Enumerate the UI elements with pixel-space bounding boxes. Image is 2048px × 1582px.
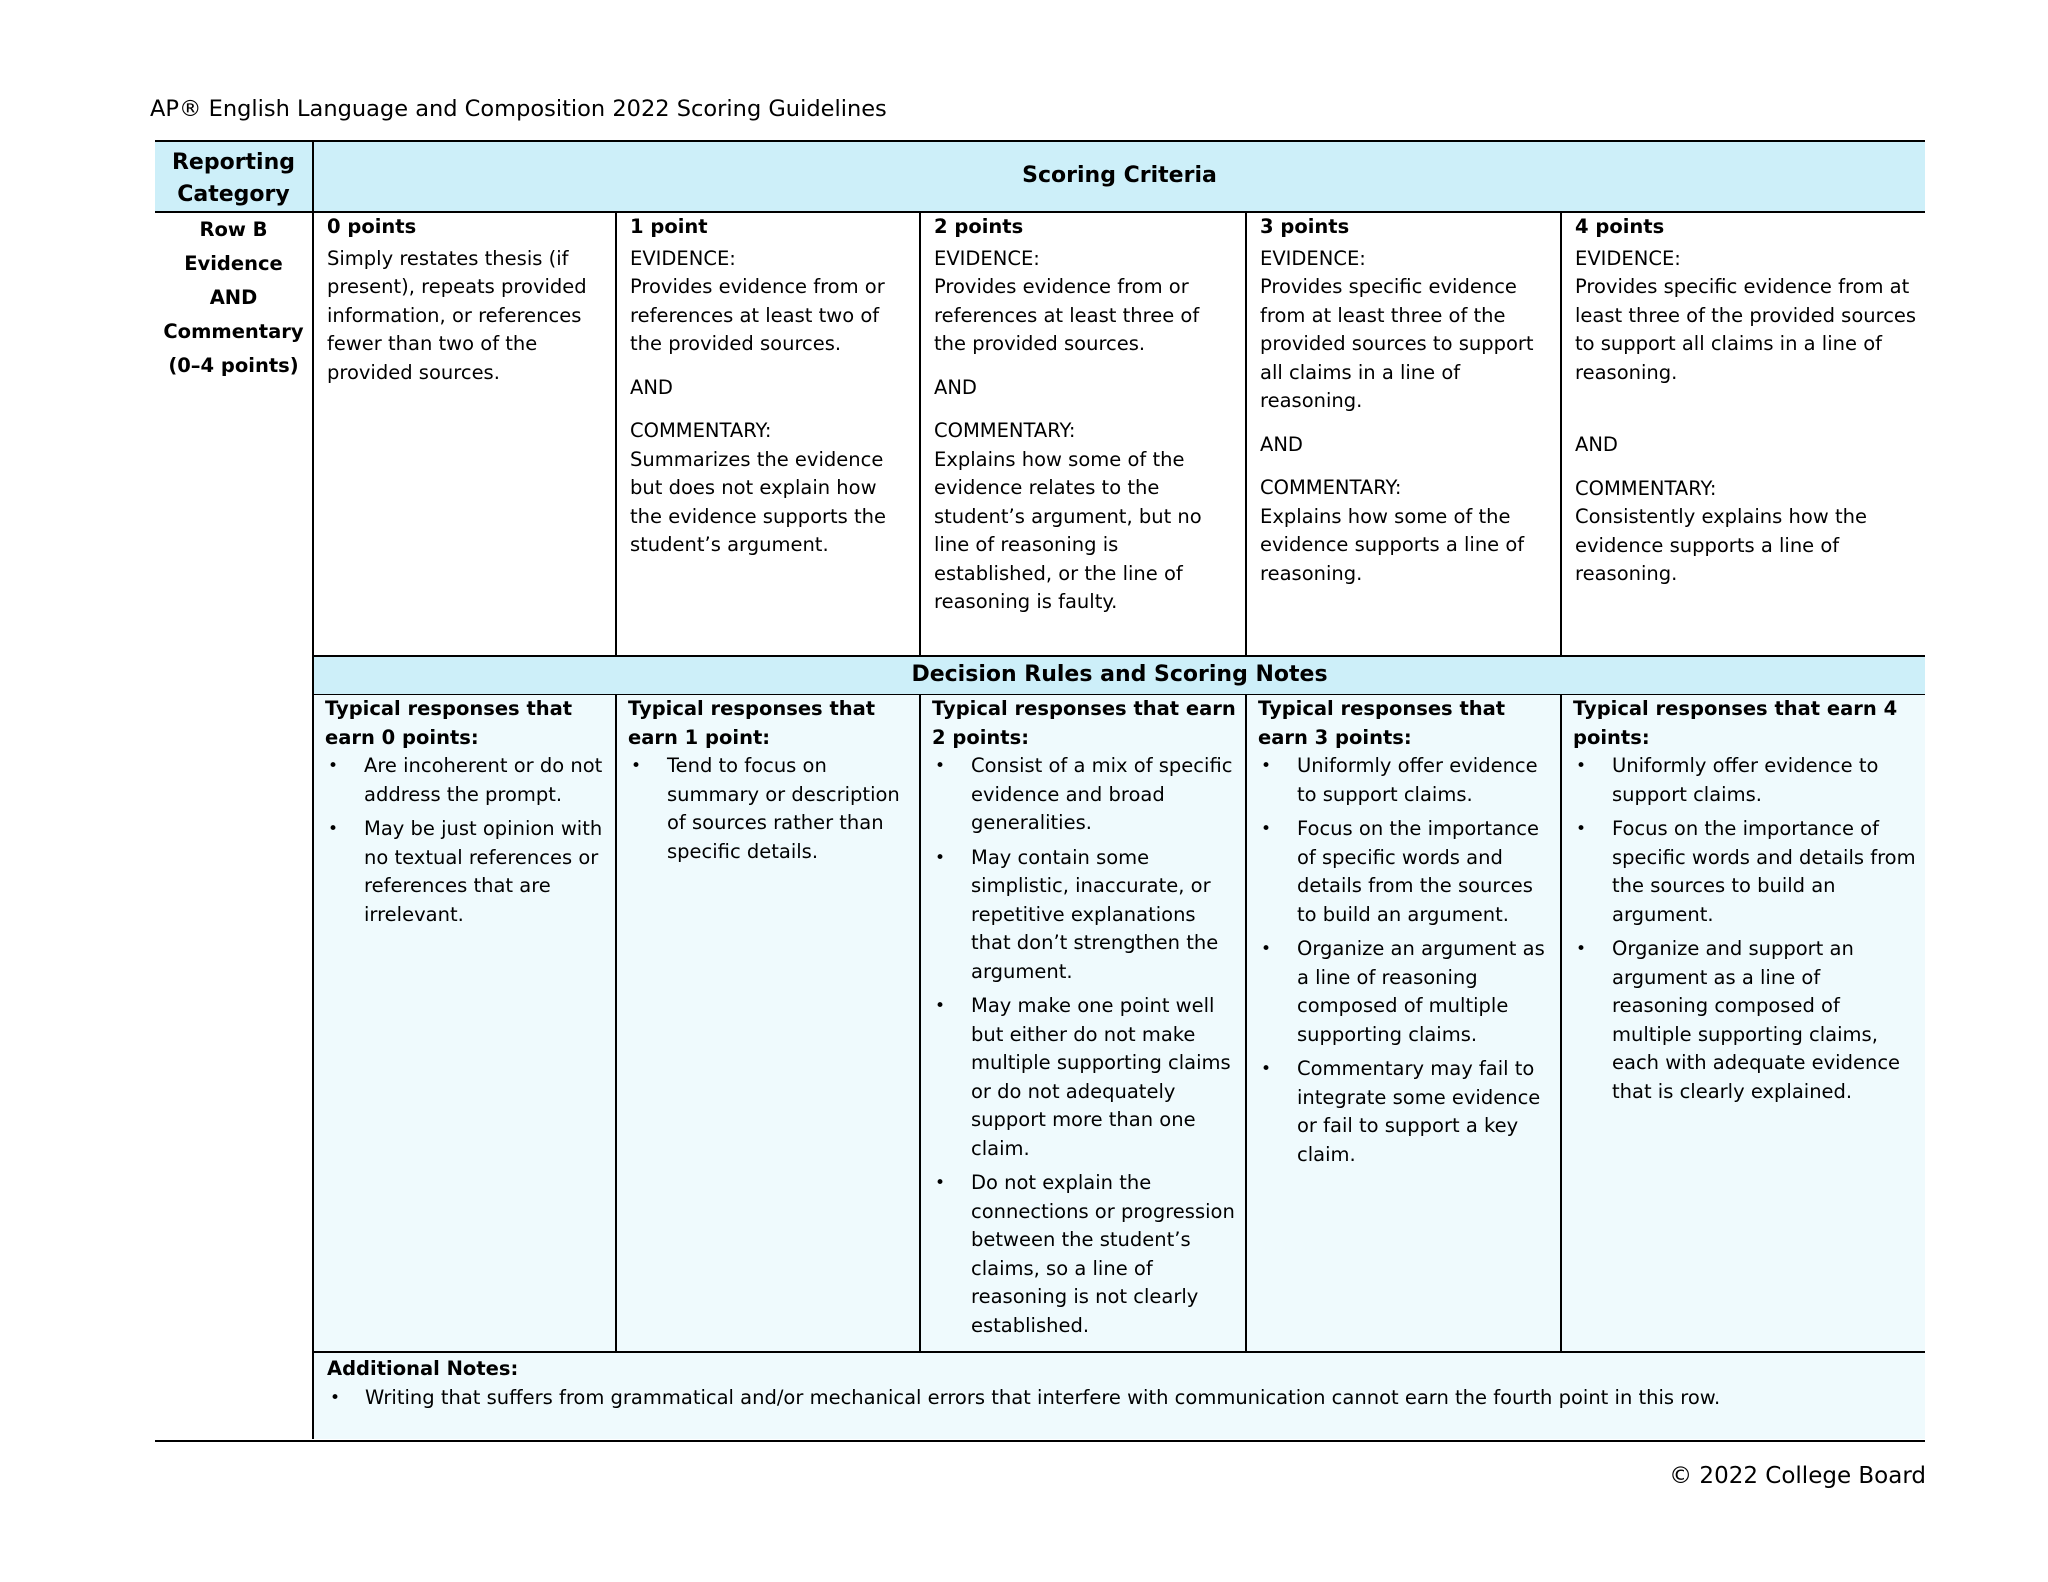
criteria-cell-4 [1560,213,1925,655]
list-item [1258,815,1552,929]
bullet-icon: • [1261,819,1272,839]
list-item-text: Do not explain the connections or progression between the student’s claims, so a line of reasoning is not clearly established. [971,1171,1235,1337]
decision-rules-header [312,655,1925,695]
criteria-cell-3 [1245,213,1560,655]
additional-notes [312,1351,1925,1439]
list-item-text: Consist of a mix of specific evidence and broad generalities. [971,754,1233,834]
criteria-points: 2 points [934,215,1024,238]
decision-rules-list [1258,752,1552,1169]
and-label: AND [934,375,977,399]
decision-rules-heading: Typical responses that earn 0 points: [325,697,573,749]
decision-rules-list [1573,752,1917,1106]
bullet-icon: • [935,1173,946,1193]
list-item [1573,935,1917,1106]
bullet-icon: • [328,819,339,839]
decision-rules-cell-0 [312,695,615,1351]
reporting-category-header: Reporting Category [155,142,312,213]
bullet-icon: • [330,1387,341,1408]
list-item-text: Uniformly offer evidence to support claims. [1297,754,1538,806]
list-item [932,992,1237,1163]
list-item [1258,1055,1552,1169]
list-item-text: Are incoherent or do not address the prompt. [364,754,603,806]
criteria-points: 0 points [327,215,417,238]
commentary-text: Summarizes the evidence but does not explain how the evidence supports the student’s argument. [630,447,887,556]
list-item [1258,935,1552,1049]
row-label-evidence: Evidence [184,252,283,275]
evidence-text: Provides specific evidence from at least three of the provided sources to support all claims in a line of reasoning. [1260,275,1534,412]
row-label-row: Row B [199,218,268,241]
commentary-label: COMMENTARY: [934,419,1076,442]
evidence-text: Provides evidence from or references at least three of the provided sources. [934,275,1200,355]
decision-rules-cell-4 [1560,695,1925,1351]
commentary-text: Explains how some of the evidence relates to the student’s argument, but no line of reasoning is established, or the line of reasoning is faulty. [934,447,1202,613]
decision-rules-list [325,752,607,929]
list-item [1573,815,1917,929]
scoring-rubric-table [155,140,1925,1442]
and-label: AND [1260,432,1303,456]
and-label: AND [1575,433,1618,456]
bullet-icon: • [935,756,946,776]
evidence-label: EVIDENCE: [1260,246,1366,270]
row-label-commentary: Commentary [163,320,304,343]
decision-rules-cell-2 [919,695,1245,1351]
commentary-text: Explains how some of the evidence supports a line of reasoning. [1260,504,1525,585]
decision-rules-header-text: Decision Rules and Scoring Notes [911,662,1328,688]
bullet-icon: • [935,847,946,868]
decision-rules-cell-1 [615,695,919,1351]
row-label-points-range: (0–4 points) [168,354,299,377]
list-item-text: May be just opinion with no textual references or references that are irrelevant. [364,817,603,926]
criteria-cell-1 [615,213,919,655]
list-item-text: Commentary may fail to integrate some evidence or fail to support a key claim. [1297,1057,1541,1166]
list-item-text: Focus on the importance of specific words and details from the sources to build an argument. [1297,817,1539,926]
criteria-points: 4 points [1575,215,1665,238]
bullet-icon: • [935,996,946,1016]
bullet-icon: • [328,756,339,776]
list-item-text: Organize an argument as a line of reasoning composed of multiple supporting claims. [1297,937,1545,1046]
list-item [1258,752,1552,809]
page-title: AP® English Language and Composition 2022 Scoring Guidelines [150,96,887,122]
decision-rules-cell-3 [1245,695,1560,1351]
list-item [628,752,911,866]
decision-rules-list [628,752,911,866]
evidence-text: Provides specific evidence from at least three of the provided sources to support all claims in a line of reasoning. [1575,275,1917,384]
additional-note-text: Writing that suffers from grammatical and/or mechanical errors that interfere with communication cannot earn the fourth point in this row. [365,1385,1721,1409]
list-item [325,752,607,809]
bullet-icon: • [631,756,642,776]
row-label-column [155,213,312,1439]
list-item [932,844,1237,987]
and-label: AND [630,375,673,399]
bullet-icon: • [1576,939,1587,959]
decision-rules-heading: Typical responses that earn 2 points: [932,697,1236,749]
list-item-text: Focus on the importance of specific words and details from the sources to build an argument. [1612,817,1916,926]
bullet-icon: • [1261,756,1272,776]
criteria-points: 3 points [1260,215,1350,238]
decision-rules-list [932,752,1237,1340]
scoring-criteria-header [312,142,1925,213]
criteria-points: 1 point [630,215,708,238]
list-item [327,1384,1913,1413]
list-item-text: Organize and support an argument as a line of reasoning composed of multiple supporting claims, each with adequate evidence that is clearly explained. [1612,937,1901,1103]
list-item [932,1169,1237,1340]
decision-rules-heading: Typical responses that earn 3 points: [1258,697,1506,749]
commentary-text: Consistently explains how the evidence supports a line of reasoning. [1575,505,1867,585]
commentary-label: COMMENTARY: [1575,476,1717,500]
evidence-label: EVIDENCE: [630,246,736,270]
list-item [1573,752,1917,809]
bullet-icon: • [1576,756,1587,776]
copyright-footer: © 2022 College Board [1669,1463,1926,1489]
commentary-label: COMMENTARY: [630,419,772,442]
bullet-icon: • [1261,1059,1272,1079]
list-item-text: May contain some simplistic, inaccurate, or repetitive explanations that don’t strengthen the argument. [971,845,1219,983]
list-item [325,815,607,929]
list-item [932,752,1237,838]
commentary-label: COMMENTARY: [1260,476,1402,499]
criteria-cell-2 [919,213,1245,655]
criteria-cell-0 [312,213,615,655]
decision-rules-heading: Typical responses that earn 4 points: [1573,697,1898,749]
list-item-text: Tend to focus on summary or description of sources rather than specific details. [667,754,900,863]
list-item-text: May make one point well but either do not make multiple supporting claims or do not adequately support more than one claim. [971,994,1231,1160]
additional-notes-label: Additional Notes: [327,1357,519,1380]
criteria-text: Simply restates thesis (if present), repeats provided information, or references fewer than two of the provided sources. [327,246,587,384]
row-label-and: AND [209,286,258,309]
bullet-icon: • [1576,819,1587,839]
list-item-text: Uniformly offer evidence to support claims. [1612,754,1879,806]
scoring-criteria-header-text: Scoring Criteria [1022,163,1217,189]
evidence-label: EVIDENCE: [1575,246,1681,270]
decision-rules-heading: Typical responses that earn 1 point: [628,697,876,749]
bullet-icon: • [1261,939,1272,959]
evidence-label: EVIDENCE: [934,246,1040,270]
evidence-text: Provides evidence from or references at least two of the provided sources. [630,275,885,355]
